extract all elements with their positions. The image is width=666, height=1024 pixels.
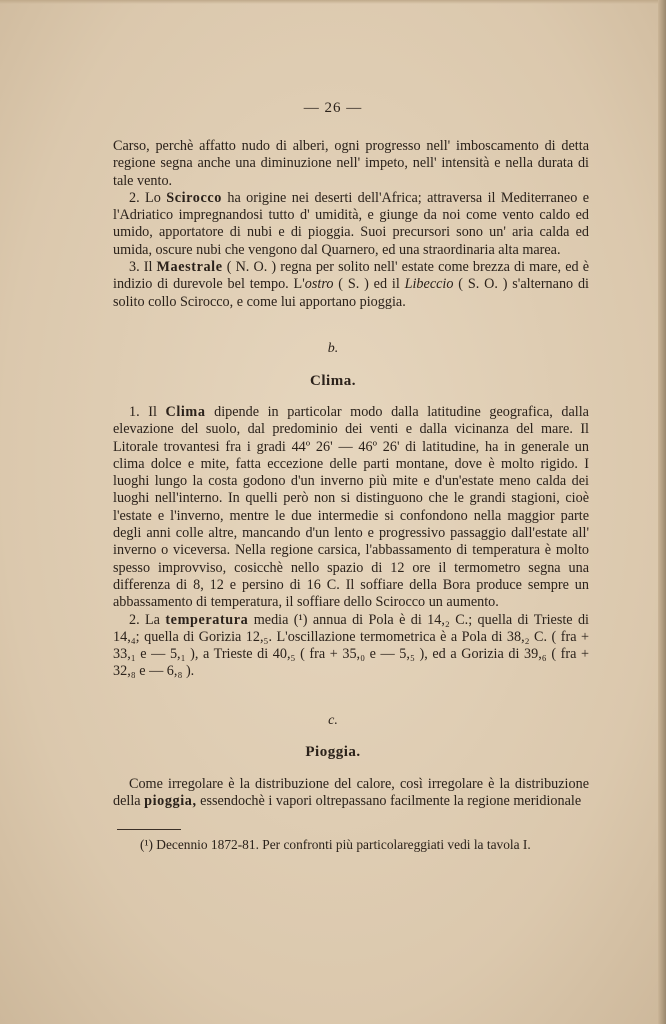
page-number: — 26 —	[303, 100, 363, 116]
paragraph-maestrale: 3. Il Maestrale ( N. O. ) regna per solito nell' estate come brezza di mare, ed è indizio di durevole bel tempo. L'ostro ( S. ) ed il Libeccio ( S. O. ) s'alternano di solito collo Scirocco, e come lui apportano pioggia.	[113, 259, 590, 310]
term-libeccio: Libeccio	[404, 276, 454, 293]
winds-continuation	[113, 138, 589, 311]
paragraph-carso: Carso, perchè affatto nudo di alberi, ogni progresso nell' imboscamento di detta regione segna anche una diminuzione nell' impeto, nell' intensità e nella durata di tale vento.	[113, 138, 589, 189]
page-top-edge	[0, 0, 666, 4]
section-letter-c: c.	[328, 713, 338, 728]
term-temperatura: temperatura	[165, 611, 249, 628]
term-clima: Clima	[165, 404, 206, 420]
clima-section-body	[113, 404, 589, 681]
section-heading-clima: Clima.	[310, 373, 356, 389]
term-pioggia: pioggia,	[144, 793, 197, 810]
paragraph-scirocco: 2. Lo Scirocco ha origine nei deserti dell'Africa; attraversa il Mediterraneo e l'Adriatico impregnandosi tutto d' umidità, e giunge da noi come vento caldo ed umido, apportatore di nubi e di pioggia. Suoi precursori sono un' aria calda ed umida, oscure nubi che vengono dal Quarnero, ed una straordinaria alta marea.	[113, 189, 589, 258]
paragraph-pioggia: Come irregolare è la distribuzione del calore, così irregolare è la distribuzione della pioggia, essendochè i vapori oltrepassano facilmente la regione meridionale	[113, 776, 589, 810]
section-letter-b: b.	[327, 341, 339, 356]
section-heading-pioggia: Pioggia.	[305, 744, 361, 760]
term-maestrale: Maestrale	[156, 259, 223, 276]
paragraph-temperatura: 2. La temperatura media (¹) annua di Pola è di 14,₂ C.; quella di Trieste di 14,₄; quella di Gorizia 12,₅. L'oscillazione termometrica è a Pola di 38,₂ C. ( fra + 33,₁ e — 5,₁ ), a Trieste di 40,₅ ( fra + 35,₀ e — 5,₅ ), ed a Gorizia di 39,₆ ( fra + 32,₈ e — 6,₈ ).	[113, 611, 589, 680]
footnote: (¹) Decennio 1872-81. Per confronti più particolareggiati vedi la tavola I.	[140, 837, 531, 852]
paragraph-clima: 1. Il Clima dipende in particolar modo dalla latitudine geografica, dalla elevazione del suolo, dal predominio dei venti e dalla vicinanza del mare. Il Litorale trovantesi fra i gradi 44º 26' — 46º 26' di latitudine, ha in generale un clima dolce e mite, fatta eccezione delle parti montane, dove è molto rigido. I luoghi lungo la costa godono d'un inverno più mite e d'un'estate meno calda dei luoghi nell'interno. In quelli però non si distinguono che le grandi stagioni, cioè l'estate e l'inverno, mentre le due intermedie si confondono nella maggior parte degli anni colle altre, mancando d'un lento e progressivo passaggio dall'estate all' inverno o viceversa. Nella regione carsica, l'abbassamento di temperatura è molto spesso improvviso, cosicchè nello spazio di 12 ore il termometro segna una differenza di 8, 12 e persino di 16 C. Il soffiare della Bora produce sempre un abbassamento di temperatura, il soffiare dello Scirocco un aumento.	[113, 404, 589, 611]
term-ostro: ostro	[304, 276, 334, 293]
page-binding-edge	[658, 0, 666, 1024]
pioggia-section-body	[113, 776, 589, 811]
term-scirocco: Scirocco	[166, 189, 222, 206]
footnote-divider	[117, 829, 181, 830]
